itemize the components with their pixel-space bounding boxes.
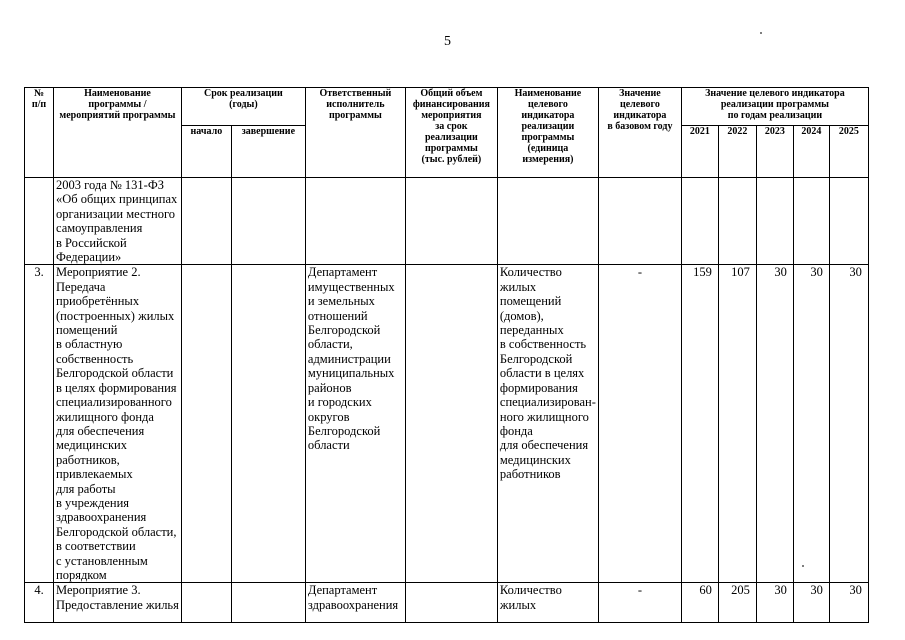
text-line: Срок реализации <box>203 88 283 99</box>
text-line: мероприятия <box>421 110 482 121</box>
text-line: финансирования <box>412 99 490 110</box>
text-line: Количество <box>499 265 562 280</box>
row-indicator <box>497 583 598 623</box>
header-responsible <box>305 88 405 178</box>
header-years-title <box>681 88 868 126</box>
text-line: помещений <box>499 294 562 309</box>
text-line: ного жилищного <box>499 409 589 424</box>
text-line: в областную <box>56 337 123 352</box>
text-line: с установленным <box>56 553 148 568</box>
table-row <box>25 178 869 265</box>
row-value-2021: 159 <box>681 265 718 583</box>
text-line: Белгородской <box>499 351 573 366</box>
text-line: в собственность <box>499 337 587 352</box>
header-end: завершение <box>231 126 305 178</box>
text-line: Мероприятие 3. <box>56 583 141 598</box>
text-line: Наименование <box>514 88 582 99</box>
text-line: измерения) <box>522 154 574 165</box>
row-value-2024: 30 <box>793 583 829 623</box>
row-volume <box>405 178 497 265</box>
row-value-2023: 30 <box>756 265 793 583</box>
scan-speck <box>802 565 804 567</box>
row-no: 4. <box>25 583 54 623</box>
text-line: Ответственный <box>319 88 392 99</box>
text-line: № <box>33 88 45 99</box>
row-value-2024: 30 <box>793 265 829 583</box>
row-start <box>181 178 231 265</box>
row-value-2023: 30 <box>756 583 793 623</box>
text-line: медицинских <box>56 438 127 453</box>
row-value-2023 <box>756 178 793 265</box>
text-line: Передача <box>56 279 106 294</box>
header-volume <box>405 88 497 178</box>
text-line: (единица <box>527 143 569 154</box>
text-line: районов <box>307 380 352 395</box>
text-line: помещений <box>56 323 118 338</box>
row-responsible <box>305 178 405 265</box>
text-line: специализированного <box>56 395 172 410</box>
row-name <box>54 583 182 623</box>
text-line: жилых <box>499 597 537 612</box>
text-line: области, <box>307 337 353 352</box>
text-line: работников, <box>56 452 120 467</box>
text-line: здравоохранения <box>307 597 399 612</box>
text-line: муниципальных <box>307 366 395 381</box>
text-line: собственность <box>56 351 134 366</box>
text-line: фонда <box>499 423 533 438</box>
text-line: приобретённых <box>56 294 140 309</box>
text-line: по годам реализации <box>727 110 823 121</box>
row-no <box>25 178 54 265</box>
text-line: имущественных <box>307 279 395 294</box>
scan-speck <box>760 32 762 34</box>
text-line: Департамент <box>307 265 378 280</box>
program-table <box>24 87 869 623</box>
text-line: Предоставление жилья <box>56 597 179 612</box>
header-year-2024: 2024 <box>793 126 829 178</box>
text-line: реализации <box>425 132 478 143</box>
text-line: самоуправления <box>56 221 143 236</box>
text-line: (построенных) жилых <box>56 308 175 323</box>
row-start <box>181 265 231 583</box>
header-year-2022: 2022 <box>718 126 756 178</box>
text-line: Количество <box>499 583 562 598</box>
text-line: Значение целевого индикатора <box>705 88 845 99</box>
text-line: и земельных <box>307 294 375 309</box>
row-value-2022: 205 <box>718 583 756 623</box>
row-value-2025: 30 <box>829 265 868 583</box>
text-line: мероприятий программы <box>59 110 176 121</box>
text-line: реализации <box>521 121 575 132</box>
page-number: 5 <box>444 34 451 49</box>
text-line: администрации <box>307 351 391 366</box>
row-value-2022: 107 <box>718 265 756 583</box>
row-value-2025: 30 <box>829 583 868 623</box>
text-line: п/п <box>31 99 47 110</box>
row-volume <box>405 265 497 583</box>
text-line: привлекаемых <box>56 467 133 482</box>
text-line: Федерации» <box>56 250 122 265</box>
text-line: жилищного фонда <box>56 409 154 424</box>
header-year-2021: 2021 <box>681 126 718 178</box>
header-base-value <box>598 88 681 178</box>
text-line: порядком <box>56 567 107 582</box>
header-indicator-name <box>497 88 598 178</box>
text-line: Белгородской <box>307 323 381 338</box>
text-line: отношений <box>307 308 368 323</box>
text-line: работников <box>499 467 561 482</box>
text-line: и городских <box>307 395 372 410</box>
text-line: для обеспечения <box>56 423 145 438</box>
text-line: для работы <box>56 481 116 496</box>
table-row <box>25 583 869 623</box>
row-value-2025 <box>829 178 868 265</box>
text-line: Значение <box>619 88 661 99</box>
row-end <box>231 265 305 583</box>
header-row-1 <box>25 88 869 126</box>
row-base <box>598 178 681 265</box>
text-line: «Об общих принципах <box>56 192 178 207</box>
row-volume <box>405 583 497 623</box>
text-line: области в целях <box>499 366 585 381</box>
text-line: (годы) <box>229 99 258 110</box>
text-line: Белгородской области, <box>56 524 177 539</box>
text-line: в целях формирования <box>56 380 177 395</box>
header-no <box>25 88 54 178</box>
text-line: индикатора <box>521 110 575 121</box>
text-line: целевого <box>527 99 568 110</box>
row-name <box>54 265 182 583</box>
text-line: специализирован- <box>499 395 596 410</box>
row-responsible <box>305 583 405 623</box>
text-line: в базовом году <box>607 121 673 132</box>
text-line: 2003 года № 131-ФЗ <box>56 178 164 192</box>
text-line: индикатора <box>613 110 667 121</box>
row-name <box>54 178 182 265</box>
text-line: организации местного <box>56 206 176 221</box>
text-line: программы / <box>88 99 147 110</box>
text-line: Общий объем <box>420 88 483 99</box>
text-line: за срок <box>435 121 468 132</box>
header-year-2025: 2025 <box>829 126 868 178</box>
text-line: программы <box>424 143 478 154</box>
text-line: области <box>307 438 350 453</box>
text-line: исполнитель <box>326 99 385 110</box>
text-line: в соответствии <box>56 539 136 554</box>
text-line: Мероприятие 2. <box>56 265 141 280</box>
row-responsible <box>305 265 405 583</box>
text-line: программы <box>328 110 382 121</box>
row-value-2021 <box>681 178 718 265</box>
text-line: в Российской <box>56 235 127 250</box>
row-value-2021: 60 <box>681 583 718 623</box>
row-end <box>231 583 305 623</box>
text-line: (домов), <box>499 308 544 323</box>
row-base: - <box>598 583 681 623</box>
row-base: - <box>598 265 681 583</box>
text-line: жилых <box>499 279 537 294</box>
text-line: (тыс. рублей) <box>421 154 482 165</box>
text-line: здравоохранения <box>56 510 147 525</box>
text-line: Белгородской области <box>56 366 174 381</box>
text-line: Наименование <box>84 88 151 99</box>
text-line: Департамент <box>307 583 378 598</box>
header-period <box>181 88 305 126</box>
text-line: программы <box>521 132 575 143</box>
row-value-2024 <box>793 178 829 265</box>
row-indicator <box>497 265 598 583</box>
row-no: 3. <box>25 265 54 583</box>
row-end <box>231 178 305 265</box>
text-line: переданных <box>499 323 564 338</box>
text-line: медицинских <box>499 452 571 467</box>
row-value-2022 <box>718 178 756 265</box>
text-line: целевого <box>619 99 660 110</box>
text-line: формирования <box>499 380 578 395</box>
text-line: в учреждения <box>56 495 130 510</box>
text-line: Белгородской <box>307 423 381 438</box>
text-line: округов <box>307 409 350 424</box>
header-start: начало <box>181 126 231 178</box>
header-year-2023: 2023 <box>756 126 793 178</box>
row-indicator <box>497 178 598 265</box>
header-name <box>54 88 182 178</box>
row-start <box>181 583 231 623</box>
table-row <box>25 265 869 583</box>
text-line: реализации программы <box>720 99 829 110</box>
text-line: для обеспечения <box>499 438 589 453</box>
